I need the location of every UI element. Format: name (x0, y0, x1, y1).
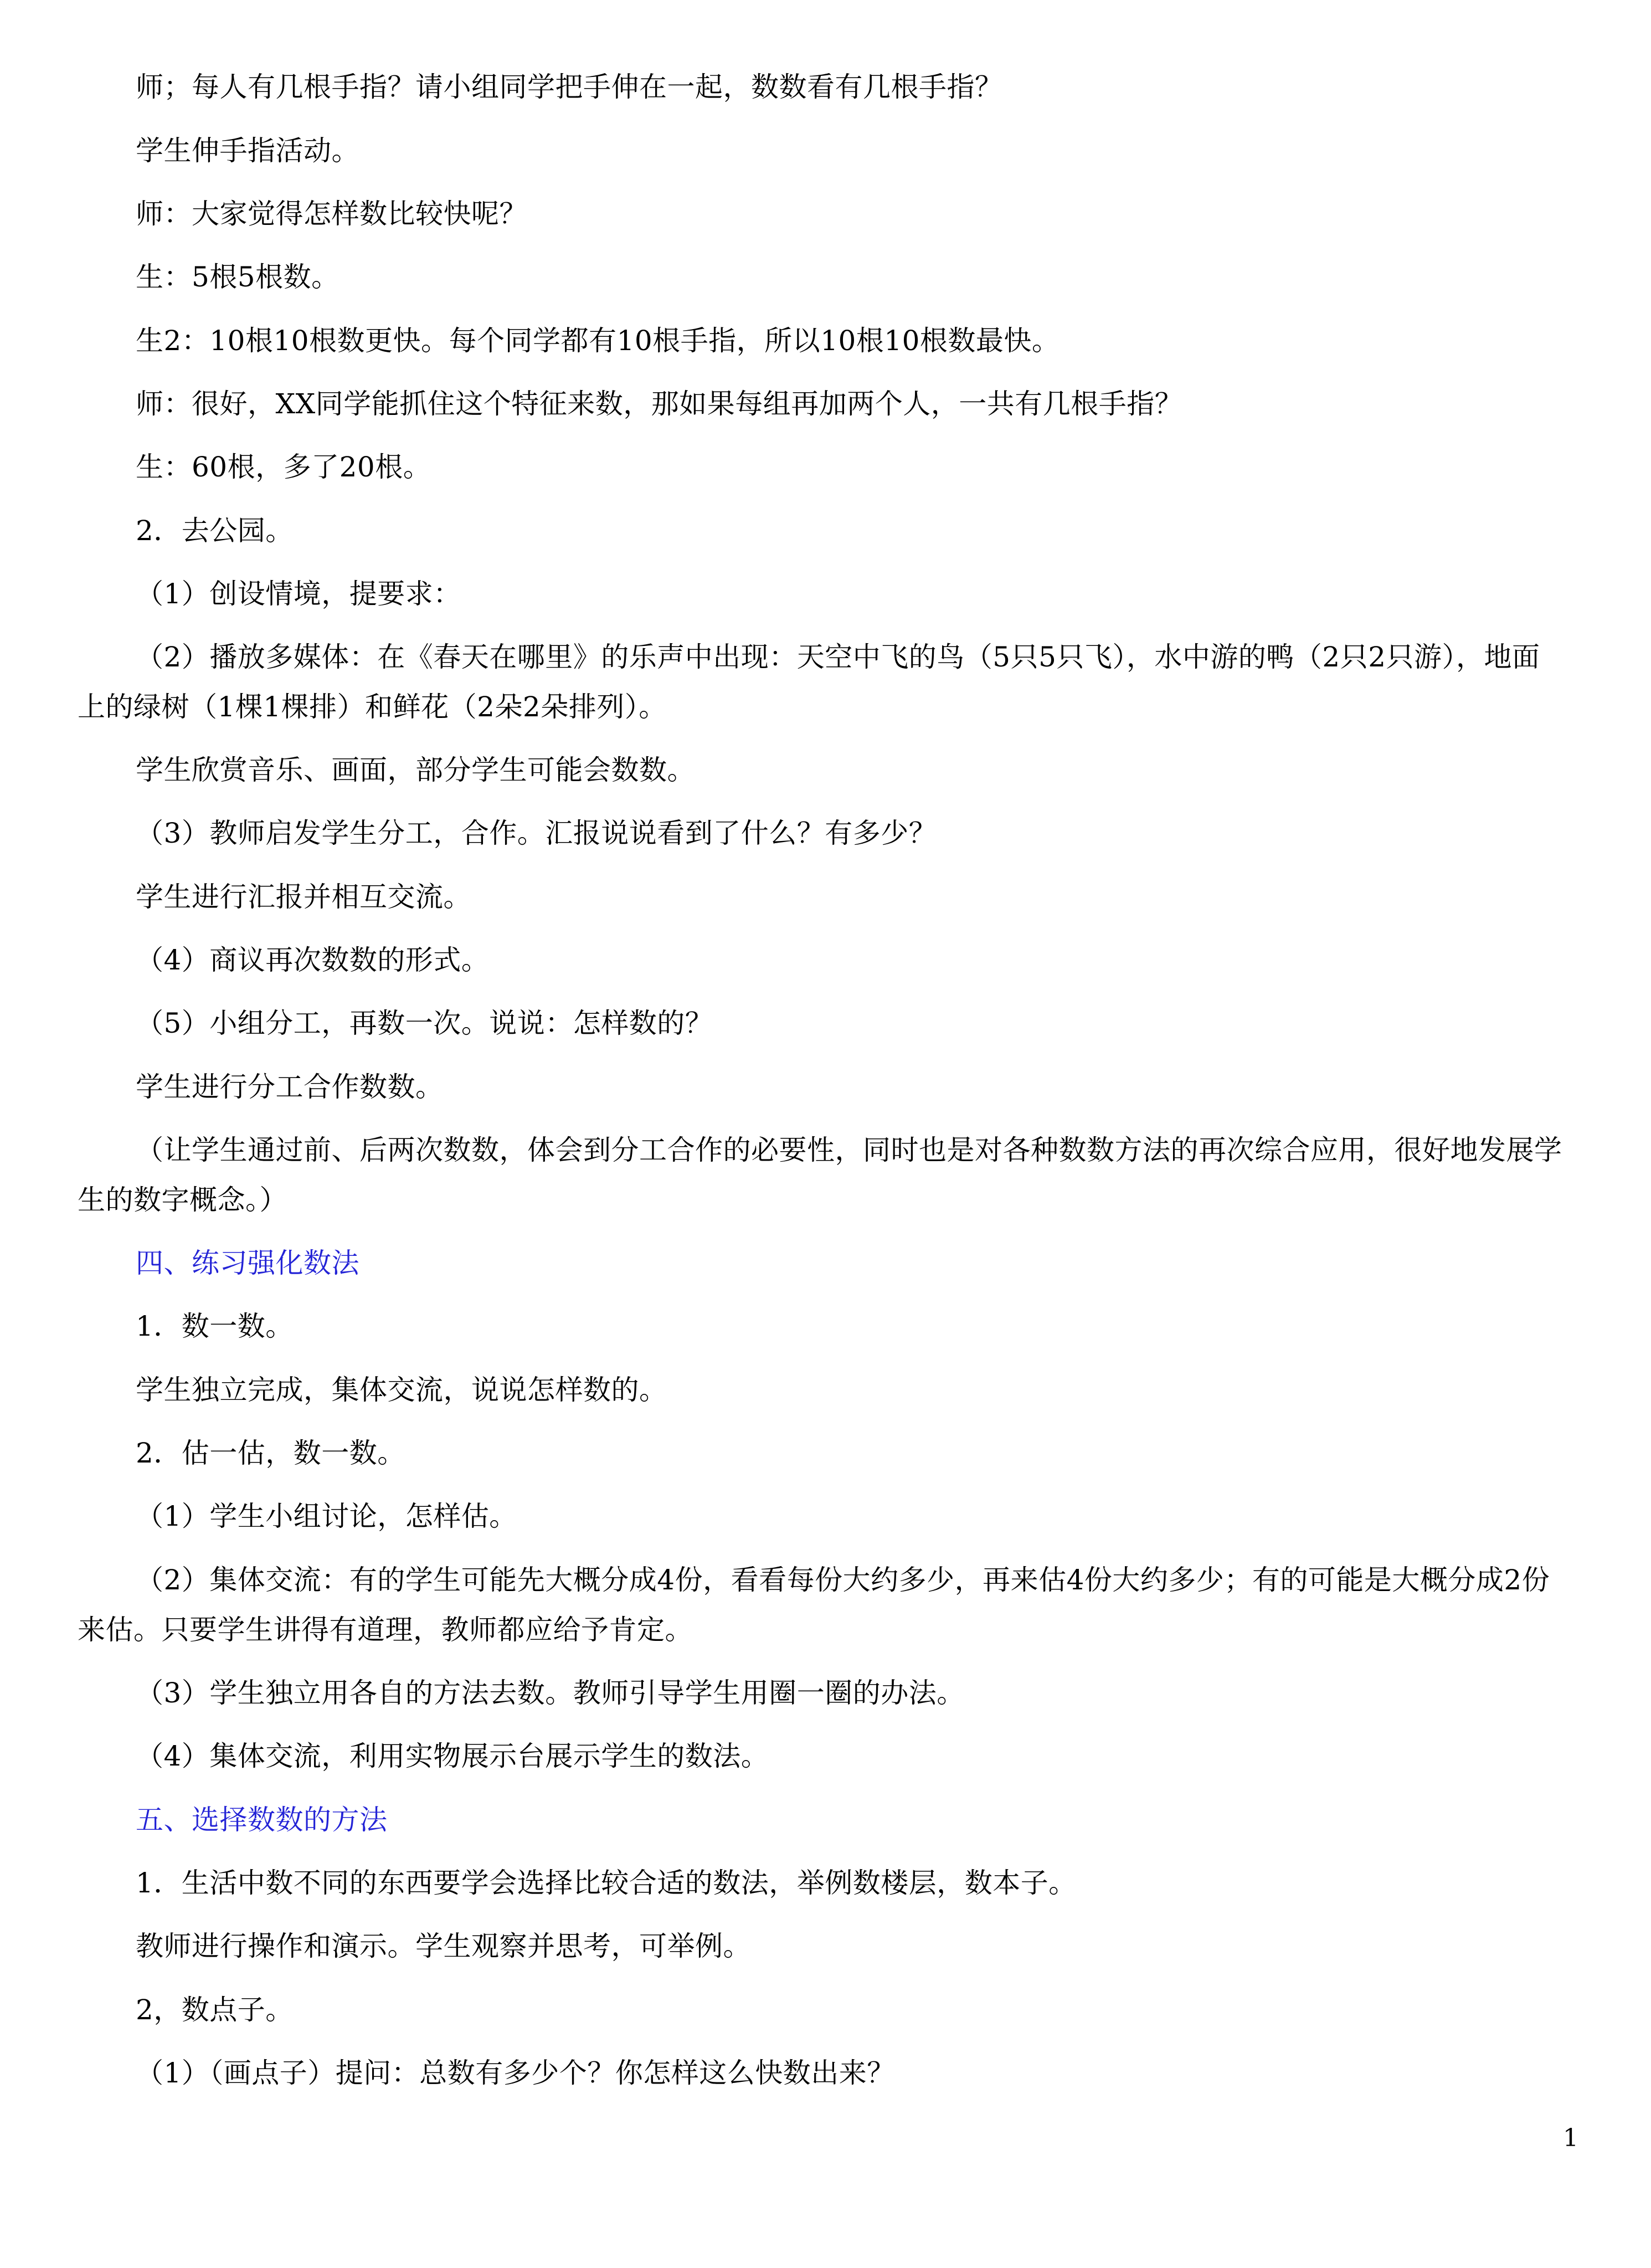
text-line: 学生进行分工合作数数。 (136, 1071, 444, 1103)
text-line: （3）学生独立用各自的方法去数。教师引导学生用圈一圈的办法。 (136, 1677, 965, 1709)
text-line: 学生进行汇报并相互交流。 (136, 881, 471, 913)
text-line: （3）教师启发学生分工，合作。汇报说说看到了什么？有多少？ (136, 817, 937, 849)
text-line: 2．估一估，数一数。 (136, 1437, 405, 1469)
text-line: 1．生活中数不同的东西要学会选择比较合适的数法，举例数楼层，数本子。 (136, 1867, 1077, 1899)
text-line: 来估。只要学生讲得有道理，教师都应给予肯定。 (78, 1614, 693, 1646)
text-line: （1）创设情境，提要求： (136, 578, 461, 610)
text-line: （1）学生小组讨论，怎样估。 (136, 1500, 517, 1532)
text-line: 学生独立完成，集体交流，说说怎样数的。 (136, 1374, 667, 1406)
section-heading: 五、选择数数的方法 (136, 1804, 388, 1836)
text-line: 2．去公园。 (136, 515, 294, 547)
text-line: 师：很好，XX同学能抓住这个特征来数，那如果每组再加两个人，一共有几根手指？ (136, 388, 1183, 420)
text-line: （4）商议再次数数的形式。 (136, 944, 490, 976)
section-heading: 四、练习强化数法 (136, 1247, 359, 1279)
text-line: 生：60根，多了20根。 (136, 451, 431, 483)
text-line: 1．数一数。 (136, 1310, 294, 1342)
text-line: 上的绿树（1棵1棵排）和鲜花（2朵2朵排列）。 (78, 691, 667, 723)
text-line: （2）集体交流：有的学生可能先大概分成4份，看看每份大约多少，再来估4份大约多少；有的可能是大概分成2份 (136, 1564, 1550, 1596)
text-line: （让学生通过前、后两次数数，体会到分工合作的必要性，同时也是对各种数数方法的再次综合应用，很好地发展学 (136, 1134, 1562, 1166)
text-line: （2）播放多媒体：在《春天在哪里》的乐声中出现：天空中飞的鸟（5只5只飞），水中游的鸭（2只2只游），地面 (136, 641, 1540, 673)
text-line: 学生欣赏音乐、画面，部分学生可能会数数。 (136, 754, 695, 786)
text-line: （4）集体交流，利用实物展示台展示学生的数法。 (136, 1740, 769, 1772)
text-line: （5）小组分工，再数一次。说说：怎样数的？ (136, 1007, 713, 1039)
text-line: 2，数点子。 (136, 1994, 294, 2026)
text-line: （1）（画点子）提问：总数有多少个？你怎样这么快数出来？ (136, 2057, 895, 2089)
text-line: 生的数字概念。） (78, 1184, 287, 1216)
text-line: 师：大家觉得怎样数比较快呢？ (136, 198, 527, 230)
text-line: 教师进行操作和演示。学生观察并思考，可举例。 (136, 1930, 751, 1962)
text-line: 师；每人有几根手指？请小组同学把手伸在一起，数数看有几根手指？ (136, 71, 1003, 103)
text-line: 生2：10根10根数更快。每个同学都有10根手指，所以10根10根数最快。 (136, 325, 1060, 357)
text-line: 学生伸手指活动。 (136, 135, 359, 167)
text-line: 生：5根5根数。 (136, 261, 340, 293)
page-number: 1 (1563, 2124, 1578, 2152)
